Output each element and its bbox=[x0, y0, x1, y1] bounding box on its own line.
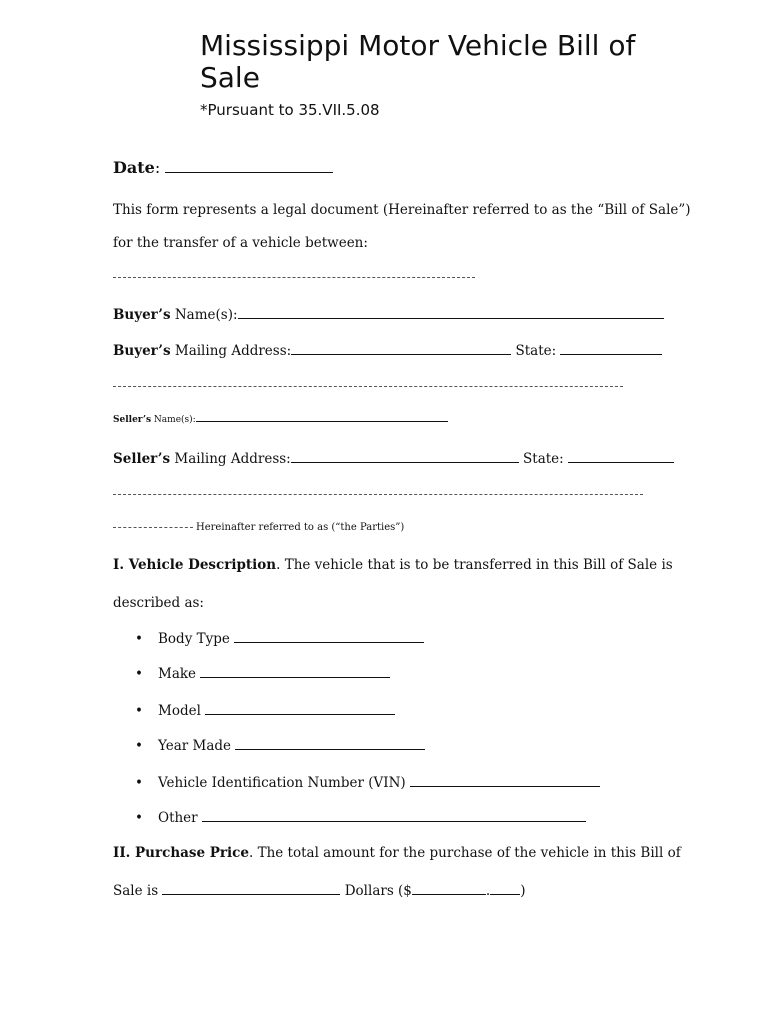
section2-text-1: . The total amount for the purchase of the vehicle in this Bill of bbox=[248, 845, 681, 861]
list-item-body-type bbox=[113, 630, 424, 647]
bullet: • bbox=[135, 775, 143, 791]
parties-line bbox=[113, 522, 404, 533]
buyer-address-label: Mailing Address: bbox=[170, 343, 292, 359]
list-item-other bbox=[113, 809, 586, 826]
section2-line-2 bbox=[113, 882, 525, 899]
price-dollars-field[interactable] bbox=[412, 882, 486, 895]
bullet: • bbox=[135, 738, 143, 754]
seller-address-label: Mailing Address: bbox=[170, 451, 291, 467]
buyer-name-line bbox=[113, 306, 664, 323]
make-field[interactable] bbox=[200, 665, 390, 678]
parties-text: Hereinafter referred to as (“the Parties”) bbox=[196, 522, 405, 533]
seller-address-label-bold: Seller’s bbox=[113, 451, 171, 467]
seller-name-line bbox=[113, 414, 448, 425]
seller-name-label-bold: Seller’s bbox=[113, 415, 152, 425]
buyer-address-field[interactable] bbox=[291, 342, 511, 355]
field-label-other: Other bbox=[158, 810, 198, 826]
intro-line-1: This form represents a legal document (Hereinafter referred to as the “Bill of Sale”) bbox=[113, 202, 691, 218]
bullet: • bbox=[135, 666, 143, 682]
seller-state-label: State: bbox=[523, 451, 564, 467]
other-field[interactable] bbox=[202, 809, 586, 822]
buyer-name-label: Name(s): bbox=[170, 307, 238, 323]
list-item-model bbox=[113, 702, 395, 719]
sale-is-label: Sale is bbox=[113, 883, 159, 899]
section2-line-1 bbox=[113, 845, 681, 861]
bullet: • bbox=[135, 631, 143, 647]
bullet: • bbox=[135, 810, 143, 826]
separator-1 bbox=[113, 277, 475, 278]
date-label: Date bbox=[113, 158, 155, 177]
intro-line-2: for the transfer of a vehicle between: bbox=[113, 235, 368, 251]
buyer-name-field[interactable] bbox=[238, 306, 664, 319]
parties-dash bbox=[113, 527, 193, 528]
seller-name-field[interactable] bbox=[196, 414, 448, 422]
seller-state-field[interactable] bbox=[568, 450, 674, 463]
separator-3 bbox=[113, 494, 643, 495]
price-cents-field[interactable] bbox=[490, 882, 520, 895]
section1-text-1: . The vehicle that is to be transferred in this Bill of Sale is bbox=[276, 557, 673, 573]
buyer-address-label-bold: Buyer’s bbox=[113, 343, 171, 359]
buyer-address-line bbox=[113, 342, 662, 359]
close-paren: ) bbox=[520, 883, 526, 899]
section1-heading: I. Vehicle Description bbox=[113, 557, 277, 573]
field-label-body-type: Body Type bbox=[158, 631, 230, 647]
seller-name-label: Name(s): bbox=[151, 415, 196, 425]
list-item-make bbox=[113, 665, 390, 682]
year-field[interactable] bbox=[235, 737, 425, 750]
section1-line-1 bbox=[113, 557, 673, 573]
price-words-field[interactable] bbox=[162, 882, 340, 895]
list-item-year bbox=[113, 737, 425, 754]
section1-line-2: described as: bbox=[113, 595, 204, 611]
buyer-state-label: State: bbox=[515, 343, 557, 359]
seller-address-line bbox=[113, 450, 674, 467]
seller-address-field[interactable] bbox=[291, 450, 519, 463]
field-label-vin: Vehicle Identification Number (VIN) bbox=[158, 775, 406, 791]
field-label-make: Make bbox=[158, 666, 197, 682]
date-line: Date: bbox=[113, 158, 333, 177]
bullet: • bbox=[135, 703, 143, 719]
date-field[interactable] bbox=[165, 160, 333, 173]
vin-field[interactable] bbox=[410, 774, 600, 787]
field-label-model: Model bbox=[158, 703, 201, 719]
decimal-point: . bbox=[485, 883, 491, 899]
model-field[interactable] bbox=[205, 702, 395, 715]
buyer-name-label-bold: Buyer’s bbox=[113, 307, 171, 323]
dollars-label: Dollars ($ bbox=[344, 883, 412, 899]
section2-heading: II. Purchase Price bbox=[113, 845, 249, 861]
field-label-year: Year Made bbox=[158, 738, 232, 754]
body-type-field[interactable] bbox=[234, 630, 424, 643]
document-subtitle: *Pursuant to 35.VII.5.08 bbox=[200, 101, 380, 119]
buyer-state-field[interactable] bbox=[560, 342, 662, 355]
document-title: Mississippi Motor Vehicle Bill of Sale bbox=[200, 29, 636, 94]
list-item-vin bbox=[113, 774, 600, 791]
separator-2 bbox=[113, 386, 623, 387]
